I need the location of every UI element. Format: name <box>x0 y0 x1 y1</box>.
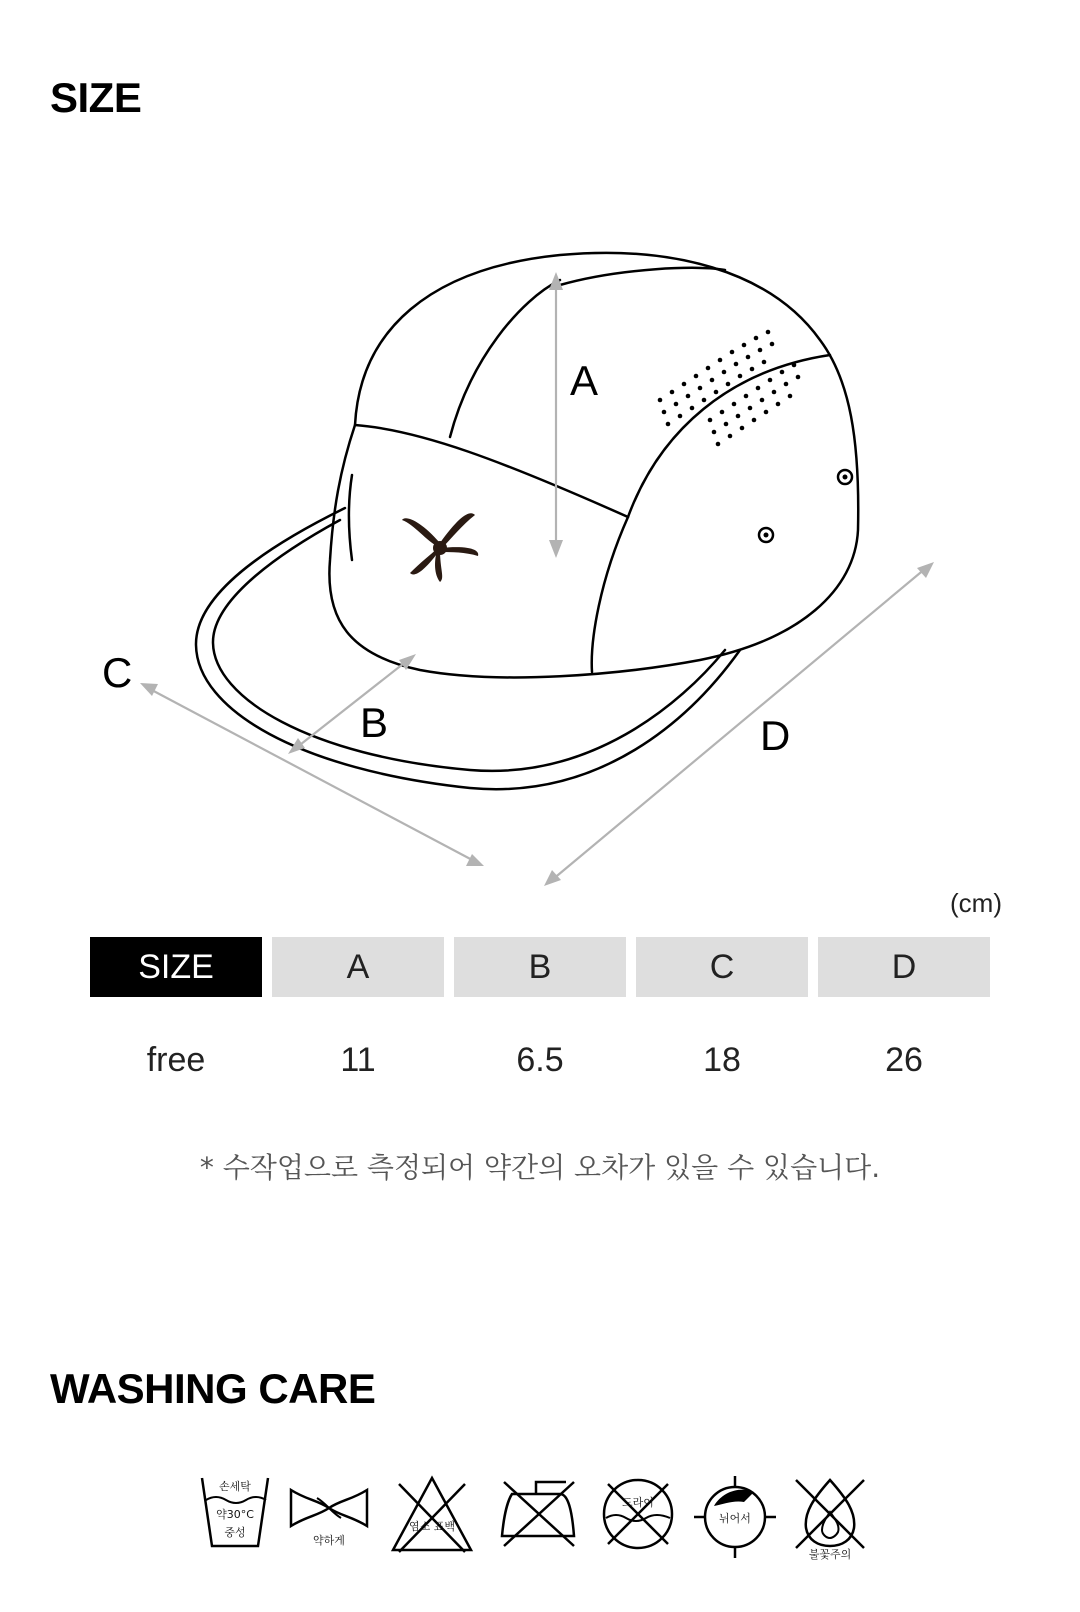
dry-flat-label: 뉘어서 <box>719 1512 751 1525</box>
no-dry-clean-icon <box>598 1474 678 1554</box>
unit-label: (cm) <box>950 888 1002 918</box>
dry-flat-icon <box>692 1474 778 1560</box>
dimension-line-b <box>296 660 408 748</box>
front-panel-seam <box>355 425 628 517</box>
left-panel-seam <box>450 280 560 437</box>
brand-logo <box>402 513 478 582</box>
crown-outline <box>329 253 858 678</box>
measurement-note: * 수작업으로 측정되어 약간의 오차가 있을 수 있습니다. <box>199 1151 881 1184</box>
no-dry-clean-label: 드라이 <box>622 1496 654 1509</box>
table-header-size: SIZE <box>90 937 262 997</box>
label-b: B <box>360 699 389 746</box>
rear-panel-seam <box>592 517 628 672</box>
size-heading: SIZE <box>50 74 142 121</box>
table-value-c: 18 <box>703 1040 741 1079</box>
no-fire-icon <box>790 1474 870 1560</box>
label-c: C <box>102 649 133 696</box>
table-header-a: A <box>272 937 444 997</box>
wring-gently-icon <box>287 1474 371 1554</box>
table-value-b: 6.5 <box>516 1040 564 1079</box>
no-iron-icon <box>496 1474 580 1554</box>
washing-care-heading: WASHING CARE <box>50 1365 376 1412</box>
label-d: D <box>760 712 791 759</box>
no-fire-label: 불꽃주의 <box>808 1548 852 1560</box>
hand-wash-line-2: 약30°C <box>216 1508 254 1521</box>
brim-inner-outline <box>213 520 725 771</box>
wring-gently-label: 약하게 <box>313 1534 345 1547</box>
table-value-d: 26 <box>885 1040 923 1079</box>
table-header-b: B <box>454 937 626 997</box>
cap-diagram <box>0 220 1080 900</box>
no-bleach-icon <box>389 1474 475 1554</box>
hand-wash-line-1: 손세탁 <box>219 1480 251 1493</box>
table-header-d: D <box>818 937 990 997</box>
no-bleach-label: 염소 표백 <box>408 1520 456 1533</box>
dimension-line-c <box>148 688 476 862</box>
brim-seam <box>349 475 352 560</box>
eyelets <box>759 470 852 542</box>
table-value-a: 11 <box>340 1040 376 1079</box>
ventilation-dots <box>658 330 801 447</box>
hand-wash-icon <box>198 1474 272 1554</box>
table-header-c: C <box>636 937 808 997</box>
top-panel-seam <box>560 268 725 285</box>
hand-wash-line-3: 중성 <box>224 1526 246 1539</box>
table-value-size: free <box>146 1040 206 1079</box>
dimension-line-d <box>552 568 926 880</box>
label-a: A <box>570 357 599 404</box>
